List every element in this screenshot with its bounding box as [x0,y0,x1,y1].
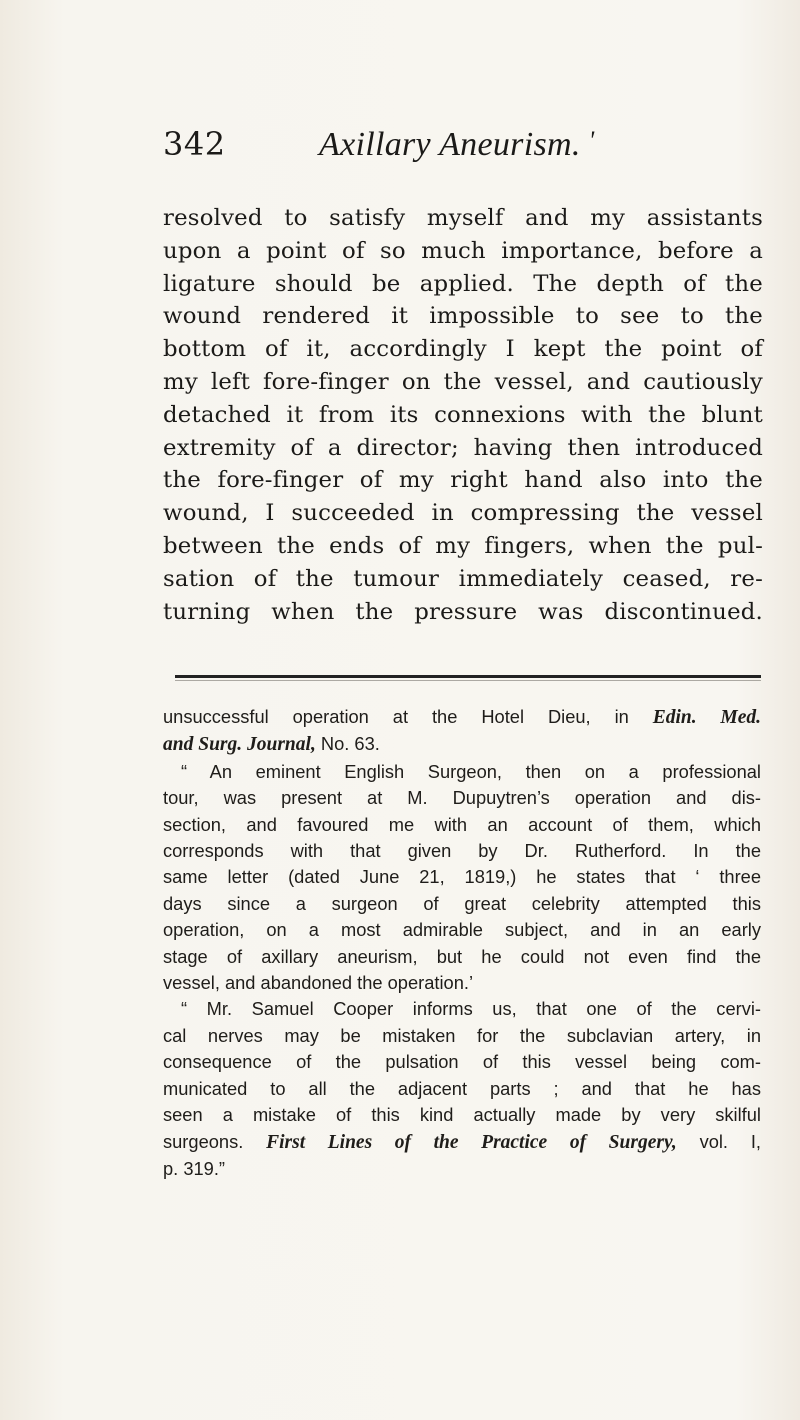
footnote-line [163,704,761,731]
body-line: wound, I succeeded in compressing the vessel [163,500,763,527]
footnote-divider [175,675,761,678]
page-number: 342 [163,125,226,163]
footnote-line: corresponds with that given by Dr. Rutherford. In the [163,840,761,862]
footnote-line: days since a surgeon of great celebrity attempted this [163,892,761,914]
body-line: sation of the tumour immediately ceased, re- [163,565,763,592]
footnote-line: same letter (dated June 21, 1819,) he states that ‘ three [163,866,761,888]
body-line: bottom of it, accordingly I kept the point of [163,336,763,363]
running-title-text: Axillary Aneurism. [319,126,581,163]
footnote-line: section, and favoured me with an account of them, which [163,813,761,835]
body-line: ligature should be applied. The depth of the [163,270,763,297]
body-line: the fore-finger of my right hand also into the [163,467,763,494]
footnote-line: cal nerves may be mistaken for the subclavian artery, in [163,1024,761,1046]
journal-title-part1: Edin. Med. [652,707,761,728]
footnote-text: unsuccessful operation at the Hotel Dieu, in [163,706,653,727]
running-title-mark: ' [588,126,595,155]
page-header [163,125,723,174]
footnote-line: municated to all the adjacent parts ; and that he has [163,1077,761,1099]
footnote-line: vessel, and abandoned the operation.’ [163,972,474,994]
footnote-line: tour, was present at M. Dupuytren’s operation and dis- [163,787,761,809]
footnote-text: vol. I, [676,1130,761,1152]
journal-title-part2: and Surg. Journal, [163,734,316,756]
footnote [163,704,761,1182]
footnote-divider-shadow [175,680,761,681]
footnote-line: p. 319.” [163,1157,225,1179]
body-line: wound rendered it impossible to see to the [163,303,763,330]
footnote-text: No. 63. [315,733,380,755]
footnote-line [163,1129,761,1156]
footnote-line: stage of axillary aneurism, but he could not even find the [163,945,761,967]
body-line: between the ends of my fingers, when the pul- [163,532,763,559]
body-line: upon a point of so much importance, before a [163,237,763,264]
footnote-line: operation, on a most admirable subject, and in an early [163,919,761,941]
book-title: First Lines of the Practice of Surgery, [266,1131,677,1153]
footnote-line: seen a mistake of this kind actually made by very skilful [163,1104,761,1126]
running-title [319,128,595,162]
main-paragraph [163,202,763,628]
footnote-text: surgeons. [163,1130,267,1152]
body-line: resolved to satisfy myself and my assistants [163,205,763,231]
footnote-line: consequence of the pulsation of this vessel being com- [163,1051,761,1073]
footnote-line: “ An eminent English Surgeon, then on a professional [181,760,761,782]
body-line: my left fore-finger on the vessel, and cautiously [163,368,763,395]
body-line: detached it from its connexions with the blunt [163,401,763,428]
body-line: turning when the pressure was discontinued. [163,598,763,625]
footnote-line [163,731,761,758]
body-line: extremity of a director; having then introduced [163,434,763,461]
footnote-line: “ Mr. Samuel Cooper informs us, that one of the cervi- [181,998,761,1020]
